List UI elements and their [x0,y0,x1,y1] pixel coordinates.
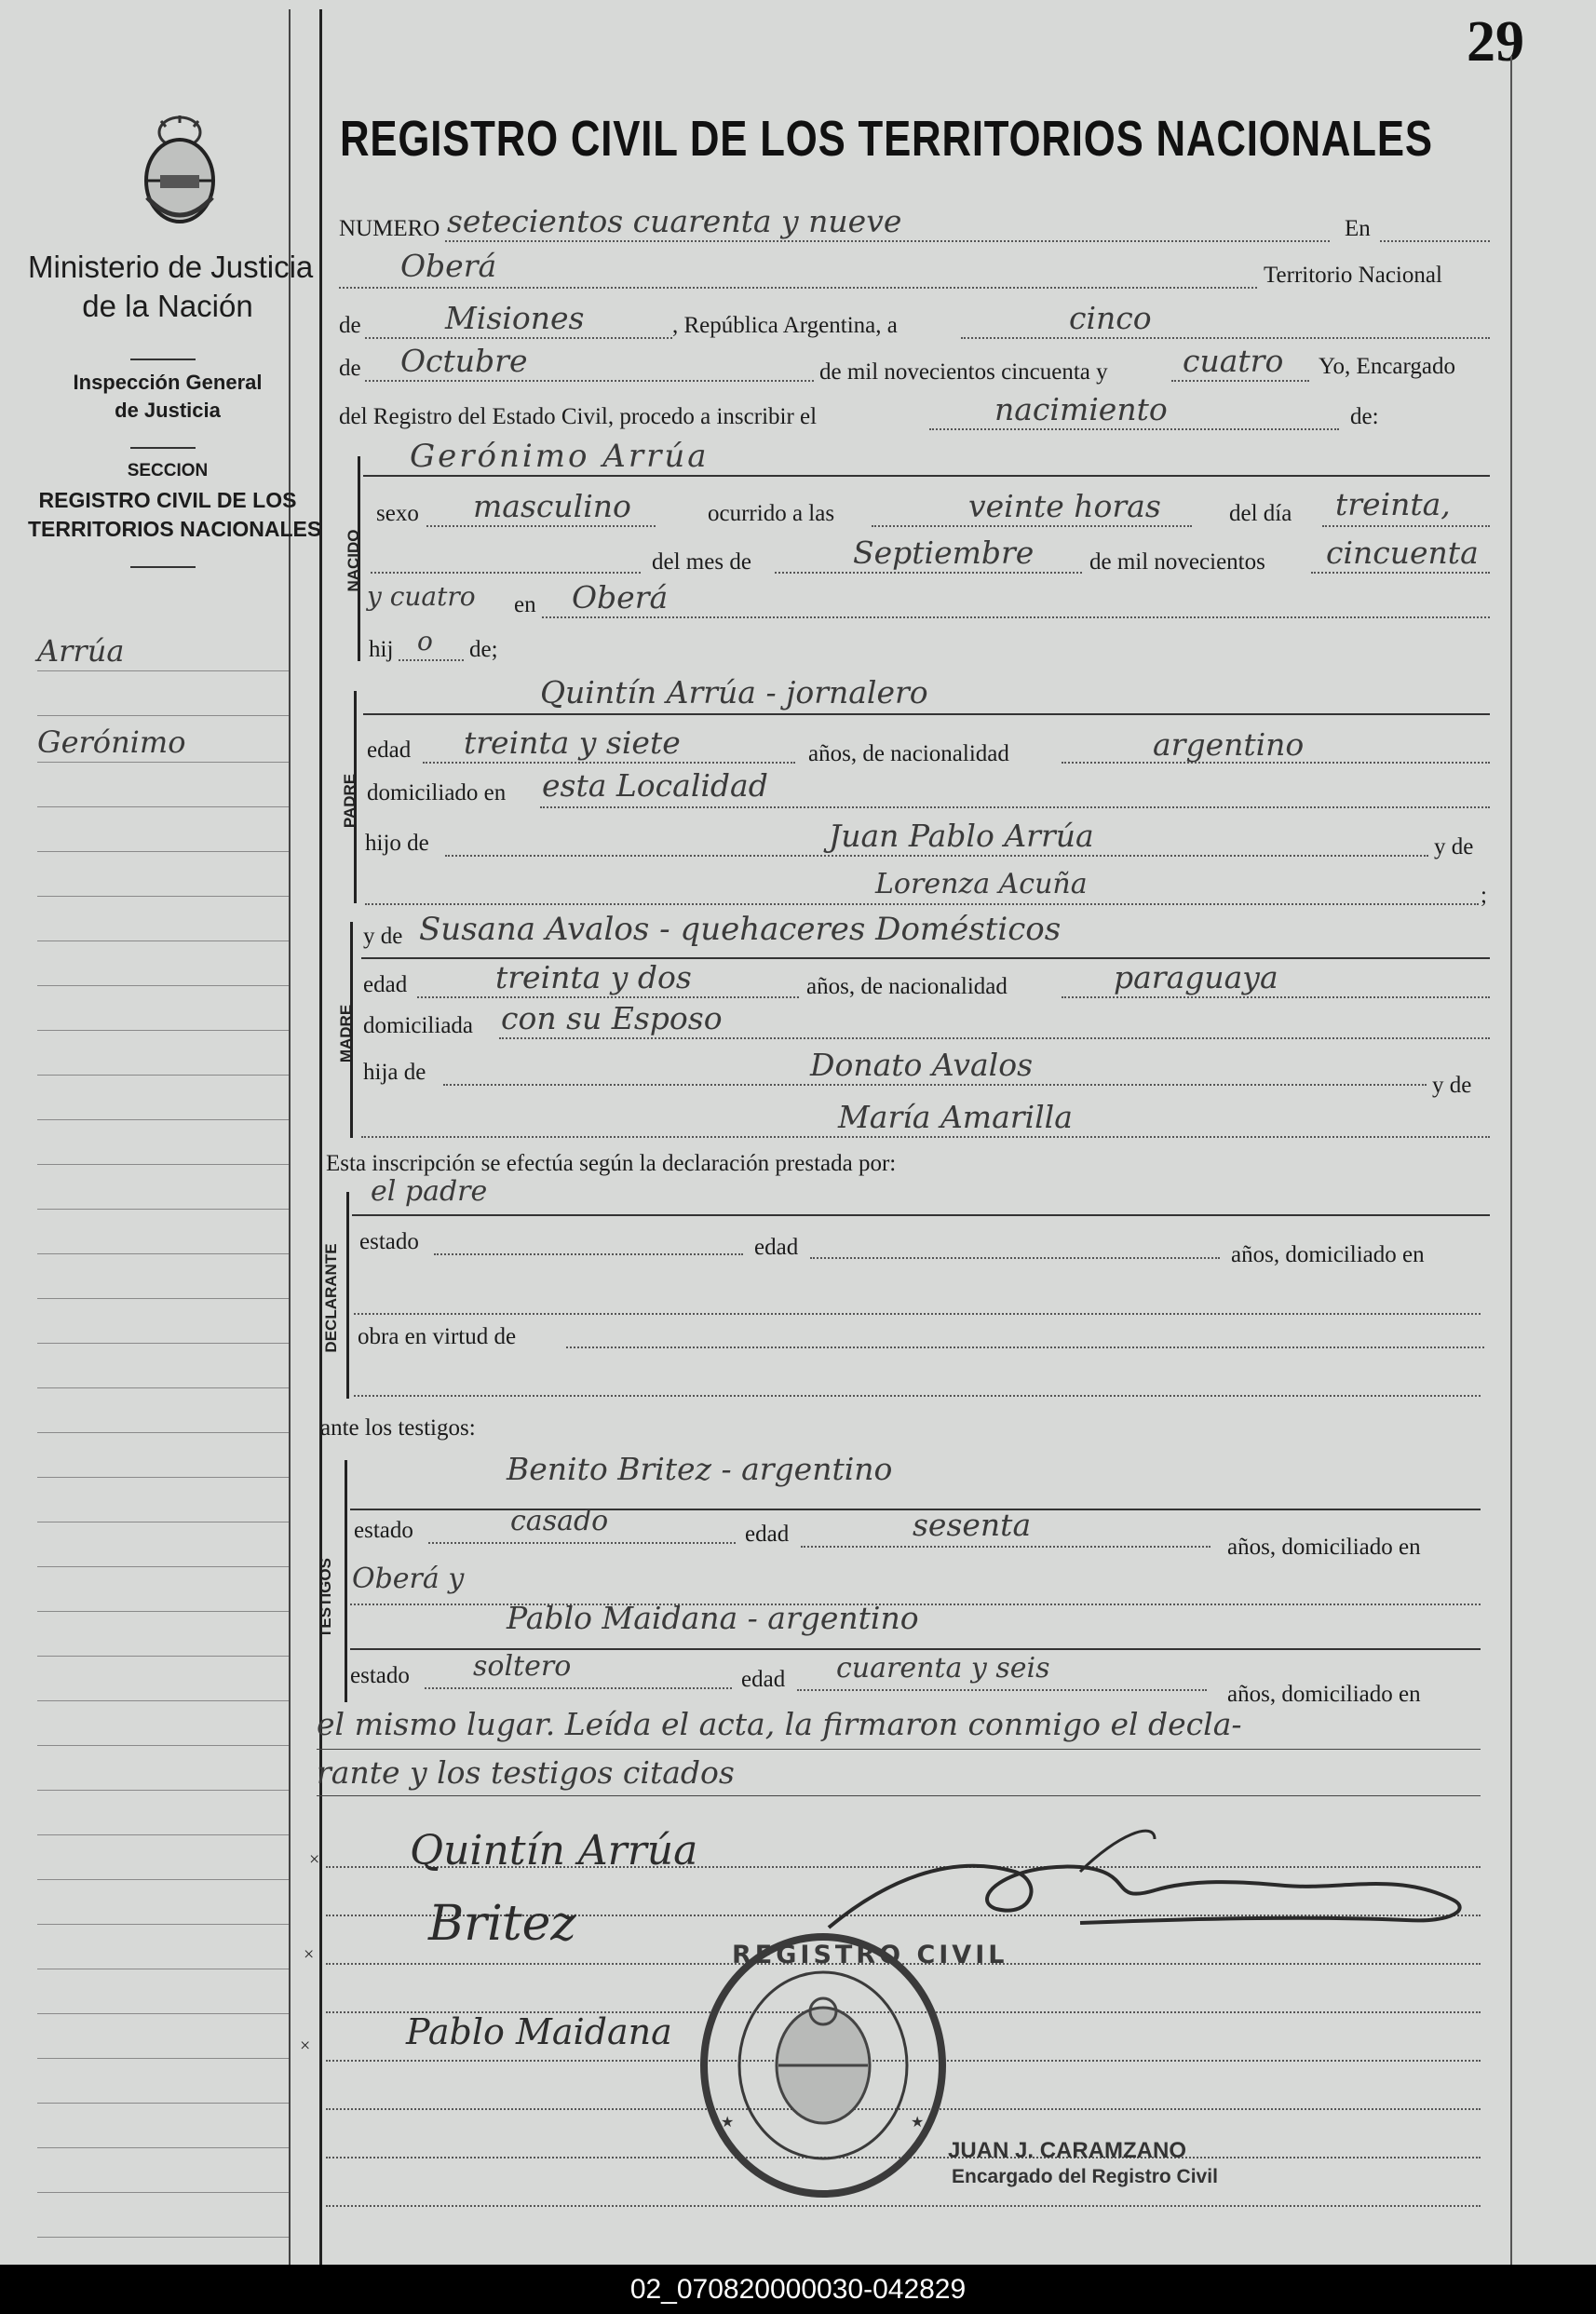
dia-value: cinco [1069,300,1152,336]
padre-y-de-label: y de [1434,834,1474,859]
margin-line [37,1790,289,1791]
localidad-line [339,287,1257,289]
signature-witness-2: Pablo Maidana [406,2011,672,2052]
de-colon-label: de: [1350,404,1379,429]
nacido-name-rule [363,475,1490,477]
margin-line [37,1164,289,1165]
madre-edad-label: edad [363,972,408,997]
lugar-nac-value: Oberá [572,579,669,616]
margin-line [37,851,289,852]
ante-testigos-label: ante los testigos: [320,1415,476,1441]
nacido-side-label: NACIDO [345,529,362,592]
svg-text:★: ★ [721,2113,735,2131]
declarante-domicilio-line [354,1313,1481,1315]
right-page-edge [1510,56,1512,2265]
margin-line [37,2103,289,2104]
margin-line [37,715,289,716]
obra-label: obra en virtud de [358,1324,517,1349]
hora-value: veinte horas [968,488,1161,524]
testigo1-estado-label: estado [354,1518,413,1543]
coat-of-arms-icon [138,114,222,233]
dia-nac-line [1322,525,1490,527]
page-number: 29 [1467,10,1524,74]
testigo1-name: Benito Britez - argentino [507,1451,893,1487]
margin-line [37,896,289,897]
margin-divider-inner [289,9,291,2265]
padre-edad-value: treinta y siete [464,724,681,761]
signature-mark: × [300,2036,311,2056]
margin-line [37,940,289,941]
territorio-value: Misiones [445,300,585,336]
padre-nacionalidad-label: años, de nacionalidad [808,741,1009,766]
madre-hija-de-label: hija de [363,1060,426,1085]
de-label-2: de [339,356,361,381]
margin-line [37,670,289,671]
margin-line [37,1611,289,1612]
localidad-value: Oberá [400,248,497,284]
numero-label: NUMERO [339,216,440,241]
declarante-extra-line [354,1395,1481,1397]
signature-witness-1: Britez [428,1896,576,1952]
declarante-side-label: DECLARANTE [322,1243,340,1353]
madre-y-de-label: y de [363,924,403,949]
stamp-ring-text: REGISTRO CIVIL [732,1941,1008,1969]
madre-nacionalidad-value: paraguaya [1114,959,1278,995]
margin-line [37,1566,289,1567]
de-mil-novecientos-2-label: de mil novecientos [1089,549,1265,575]
en-label-2: en [514,592,536,617]
closing-rule-1 [317,1749,1481,1750]
margin-line [37,806,289,807]
margin-line [37,1745,289,1746]
official-name: JUAN J. CARAMZANO [948,2138,1187,2163]
dia-line [961,337,1490,339]
testigo1-edad-value: sesenta [913,1507,1032,1543]
de-mil-novecientos-label: de mil novecientos cincuenta y [819,359,1108,385]
madre-nacionalidad-line [1062,996,1490,998]
inspeccion-divider [130,447,196,449]
margin-line [37,1834,289,1835]
numero-value: setecientos cuarenta y nueve [447,203,902,239]
margin-line [37,1298,289,1299]
acto-value: nacimiento [994,391,1168,427]
del-registro-label: del Registro del Estado Civil, procedo a inscribir el [339,404,818,429]
margin-line [37,2192,289,2193]
del-mes-de-label: del mes de [652,549,751,575]
margin-line [37,1343,289,1344]
mes-line [365,380,814,382]
testigo1-anios-label: años, domiciliado en [1227,1535,1421,1560]
margin-line [37,1075,289,1076]
margin-line [37,1387,289,1388]
inscripcion-label: Esta inscripción se efectúa según la declaración prestada por: [326,1151,897,1176]
margin-line [37,762,289,763]
mes-value: Octubre [400,343,528,379]
svg-text:★: ★ [911,2113,925,2131]
padre-domicilio-value: esta Localidad [542,767,768,804]
numero-line [445,240,1330,242]
padre-side-label: PADRE [341,773,358,829]
signature-mark: × [309,1849,320,1870]
territorio-nacional-label: Territorio Nacional [1264,263,1442,288]
page-title: REGISTRO CIVIL DE LOS TERRITORIOS NACIONALES [340,111,1433,167]
declarante-rule [352,1214,1490,1216]
padre-edad-line [423,762,795,764]
anio-nac-line [1311,572,1490,574]
margin-line [37,1253,289,1254]
inspeccion-name: Inspección General de Justicia [73,371,263,422]
sexo-label: sexo [376,501,419,526]
testigo2-estado-label: estado [350,1663,410,1688]
madre-padre-line [443,1084,1427,1086]
territorio-line [365,337,672,339]
margin-line [37,2147,289,2148]
padre-name: Quintín Arrúa - jornalero [540,674,928,710]
semicolon-label: ; [1481,883,1487,908]
margin-line [37,2013,289,2014]
margin-line [37,1477,289,1478]
testigo2-anios-label: años, domiciliado en [1227,1682,1421,1707]
padre-edad-label: edad [367,738,412,763]
margin-line [37,2237,289,2238]
margin-line [37,1879,289,1880]
anio-line [1171,380,1309,382]
closing-line-2: rante y los testigos citados [317,1754,735,1791]
declarante-value: el padre [371,1175,488,1208]
signature-mark: × [304,1944,315,1965]
dia-nac-value: treinta, [1335,486,1451,522]
declarante-edad-label: edad [754,1235,799,1260]
hora-line [872,525,1192,527]
mes-nac-value: Septiembre [853,535,1035,571]
margin-line [37,1209,289,1210]
dash-line [371,572,641,574]
testigo2-estado-value: soltero [473,1650,572,1683]
padre-domicilio-line [540,806,1490,808]
madre-edad-value: treinta y dos [495,959,692,995]
margin-line [37,1030,289,1031]
madre-padre-value: Donato Avalos [810,1047,1034,1083]
ocurrido-label: ocurrido a las [708,501,835,526]
padre-nacionalidad-value: argentino [1153,726,1305,763]
en-label: En [1345,216,1371,241]
anio-nac-value-2: y cuatro [367,581,476,612]
registro-section: REGISTRO CIVIL DE LOS TERRITORIOS NACIONALES [28,488,322,541]
testigo2-edad-line [797,1689,1207,1691]
nacido-name: Gerónimo Arrúa [410,438,710,475]
testigo2-name: Pablo Maidana - argentino [507,1600,919,1636]
madre-domicilio-value: con su Esposo [501,1000,723,1036]
padre-padre-value: Juan Pablo Arrúa [829,818,1094,854]
madre-domicilio-label: domiciliada [363,1013,474,1038]
closing-line-1: el mismo lugar. Leída el acta, la firmaron conmigo el decla- [317,1706,1242,1742]
padre-domicilio-label: domiciliado en [367,780,507,805]
margin-divider [319,9,322,2265]
madre-name: Susana Avalos - quehaceres Domésticos [419,911,1062,948]
madre-side-label: MADRE [337,1004,355,1063]
padre-madre-line [365,903,1479,905]
lugar-nac-line [542,616,1490,618]
testigo2-edad-value: cuarenta y seis [836,1652,1050,1685]
testigos-bracket [345,1460,347,1702]
testigo1-estado-value: casado [510,1505,609,1537]
margin-line [37,1119,289,1120]
mes-nac-line [775,572,1082,574]
anio-value: cuatro [1183,343,1284,379]
madre-y-de-label-2: y de [1432,1073,1472,1098]
madre-madre-line [361,1136,1490,1138]
obra-line [566,1346,1484,1348]
del-dia-label: del día [1229,501,1292,526]
testigo1-edad-line [801,1546,1211,1548]
acto-line [929,428,1339,430]
closing-rule-2 [317,1795,1481,1796]
footer-id-bar: 02_070820000030-042829 [0,2265,1596,2314]
padre-hijo-de-label: hijo de [365,831,429,856]
hij-suffix: o [417,626,433,656]
republica-label: , República Argentina, a [672,313,898,338]
testigos-side-label: TESTIGOS [317,1558,334,1638]
declarante-estado-label: estado [359,1229,419,1254]
seccion-label: SECCION [127,461,209,480]
margin-surname: Arrúa [37,633,125,669]
de-label-1: de [339,313,361,338]
testigo2-estado-line [425,1687,732,1689]
official-title: Encargado del Registro Civil [952,2166,1218,2187]
declarante-estado-line [434,1253,743,1255]
padre-name-rule [363,713,1490,715]
anio-nac-value-1: cincuenta [1326,535,1479,571]
madre-nacionalidad-label: años, de nacionalidad [806,974,1008,999]
margin-line [37,2058,289,2059]
margin-given-name: Gerónimo [37,724,186,760]
testigo2-edad-label: edad [741,1667,786,1692]
ministry-divider [130,359,196,360]
margin-line [37,1656,289,1657]
padre-padre-line [445,855,1428,857]
sexo-line [426,525,656,527]
de-semicolon-label: de; [469,637,498,662]
declarante-bracket [346,1192,349,1399]
hij-label: hij [369,637,394,662]
madre-edad-line [417,996,799,998]
madre-madre-value: María Amarilla [838,1099,1073,1135]
margin-line [37,1432,289,1433]
margin-line [37,1700,289,1701]
padre-madre-value: Lorenza Acuña [875,868,1088,900]
yo-encargado-label: Yo, Encargado [1319,354,1455,379]
ministry-name: Ministerio de Justicia de la Nación [28,250,314,323]
declarante-edad-line [810,1257,1220,1259]
madre-domicilio-line [499,1037,1490,1039]
testigo1-domicilio-value: Oberá y [352,1563,465,1595]
margin-line [37,985,289,986]
testigo1-estado-line [428,1542,736,1544]
signature-father: Quintín Arrúa [410,1827,698,1874]
en-line [1380,240,1490,242]
testigo1-edad-label: edad [745,1522,790,1547]
margin-line [37,1924,289,1925]
sexo-value: masculino [473,488,631,524]
declarante-anios-label: años, domiciliado en [1231,1242,1425,1267]
hij-line [399,659,464,661]
registro-divider [130,566,196,568]
